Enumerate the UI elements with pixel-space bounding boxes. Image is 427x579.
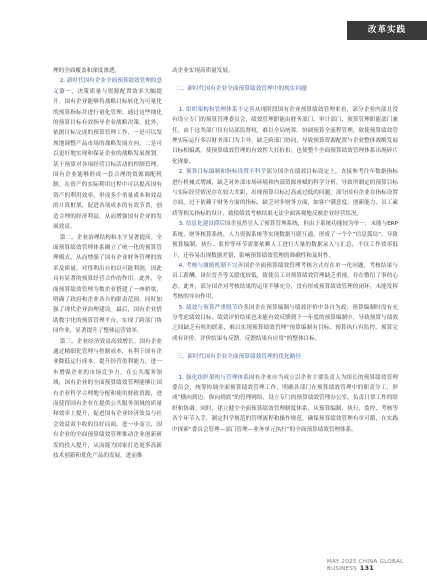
section-title: 二、新时代国有企业全面预算绩效管理中的现实问题: [176, 86, 307, 93]
paragraph: [172, 261, 398, 303]
paragraph: 第二，企业治理结构和水平显著提高。全面预算绩效管理体系确立了统一化的预算管理模式，从而增强了国有企业财务管理的效率及质量，对得利出台的以可能利润，因此具有显著的预算经营合作的作用。此外，全面预算绩效管理为数企业搭建了一座桥梁，明确了政府和企业各自的职责范围。同时加强了现代企业治理建设。最后，国有企业借助数字化的预算管理平台，实现了跨部门协同作业，显著提升了整体运营效率。: [53, 234, 162, 335]
subheading: 2. 新时代国有企业全面预算绩效管理的意义: [53, 78, 162, 95]
page-footer: [327, 559, 427, 572]
paragraph-text: 许多国企在预算编制与绩效评价中各自为政，预算编制时没有充分考虑绩效目标，绩效评价结果也未能有效反馈到下一年度的预算编制中，导致预算与绩效之间缺乏有机的联系，难以实现预算绩效管理“预算编制有目标、预算执行有监控、预算完成有评价、评价结果有反馈、反馈结果有应用”的整体目标。: [172, 304, 398, 342]
page-number: 131: [359, 565, 374, 572]
paragraph: 动企业实现高质量发展。: [172, 68, 234, 74]
paragraph: 理的全面覆盖和深度渗透。: [53, 68, 121, 74]
subheading: 2. 预算目标编制和指标设置不科学: [178, 169, 267, 176]
paragraph-text: 国有企业应当成立以企业主要负责人为组长的预算绩效管理委员会，统筹协调全面预算绩效管理工作，明确各部门在预算绩效管理中的职责分工，形成“横向到边、纵向到底”的管理网络，设立专门的预算绩效管理办公室，负责日常工作的组织和协调。同时，建立健全全面预算绩效管理制度体系，从预算编制、执行、监控、考核等各个环节入手，制定科学规范的管理流程和操作规范，确保预算绩效管理有章可循，在实践中探索“委员会管理—部门管理—业务单元执行”的全面预算绩效管理体系。: [172, 374, 398, 433]
issue-label: MAY 2025 CHINA GLOBAL BUSINESS: [327, 559, 404, 572]
paragraph-text: 部分国企在绩效目标设定上，直接参考往年数据指标进行机械式增减，缺乏对外部市场环境和内部资源禀赋的科学分析，导致所制定的预算目标与实际经营情况存在较大差距，出现预算目标过高或过低的问题。部分国有企业在指标设置方面，过于依赖于财务方面的指标，缺乏对非财务方面，如客户满意度、创新能力、员工素质等相关指标的设计，致使绩效考核结果无法全面客观地反映企业经营状况。: [172, 169, 398, 217]
paragraph: [172, 219, 398, 261]
subheading: 1. 组织架构和管理体系不完善: [178, 106, 255, 113]
subheading: 5. 绩效与预算严重脱节: [178, 304, 238, 311]
left-column: [53, 66, 162, 461]
subheading: 4. 考核与激励机制不完善: [178, 262, 244, 269]
paragraph-text: 国企全面预算绩效管理考核方式存在单一化问题，考核结果与员工薪酬、岗位晋升等关联度较低，致使员工对预算绩效管理缺乏重视，存在敷衍了事的心态。此外，部分国企对考核结果的运用不够充分，没有形成预算绩效管理的闭环，未能发挥考核的导向作用。: [172, 262, 398, 301]
paragraph-text: 国企虽然引入了预算管理系统，但由于系统功能较为单一，未能与ERP系统、财务核算系统、人力资源系统等实现数据互联互通，形成了一个个“信息孤岛”，导致预算编制、执行、监控等环节需要依赖人工进行大量的数据录入与汇总，不仅工作效率低下，还容易出现数据差错，影响预算绩效管理的准确性和及时性。: [172, 221, 399, 259]
column-tag: 改革实践: [347, 21, 427, 40]
paragraph-text: 从现阶段国有企业预算绩效管理来看，部分企业内部且没有设立专门的预算管理委员会，绩效管理职能由财务部门、审计部门、预算管理职能部门兼任，由于这类部门仅有局部监督权，难以全局统筹、协调预算全流程管理，致使预算绩效管理实际运行多以财务部门为主导，缺乏跨部门协同，导致预算资源配置与企业整体战略发展目标相偏离，使预算绩效管理的有效性大打折扣，也使整个全面预算绩效管理体系出现碎片化现象。: [172, 106, 398, 165]
paragraph: [53, 76, 162, 232]
paragraph-text: 第一，决策质量与资源配置效率大幅提升。国有企业能够将战略目标转化为可量化的预算指标并进行量化管理，通过这些细化的预算目标有效指导企业战略决策。此外，依据目标完成的预算管理工作，一是可以发现地调整产品市场的战略发展方向，二是可以更好地实现和保证企业的战略发展规划。基于预算对各项经营目标活动的控制管理，国有企业能够形成一套合理的资源调配机制。在资产的实际利用过程中可以提高国有资产的利用效率，形成多个重量成本和效益的计算框架，促进各项成本的有效节省，创造合理的经济利益，从而增强国有企业的发展效益。: [53, 88, 162, 231]
paragraph: [172, 373, 398, 435]
paragraph: [172, 167, 398, 219]
paragraph: 第三，企业经济效益高效增长。国有企业通过精细化管理与控制成本，有利于国有企业降低运行成本，提升经营盈利能力，进一步增强企业的市场竞争力。在公共服务领域，国有企业的全面预算绩效管理能够让国有企业科学合理地分配和使用财政资源，进而使得国有企业在提供公共服务领域的质量和效率上提升，促进国有企业经济效益与社会效益双丰收的良好局面。进一步而言，国有企业的全面预算绩效管理推动企业创新研发的投入提升，从而能为国家打造更多高新技术创新和优化产品的发展，进而推: [53, 338, 162, 460]
subheading: 1. 强化组织架构与管理体系: [178, 374, 250, 381]
paragraph: [172, 303, 398, 345]
subheading: 3. 信息化建设滞后: [178, 221, 225, 228]
section-title: 三、新时代国有企业全面预算绩效管理的优化路径: [176, 354, 302, 361]
paragraph: [172, 105, 398, 167]
right-column: [172, 66, 398, 435]
